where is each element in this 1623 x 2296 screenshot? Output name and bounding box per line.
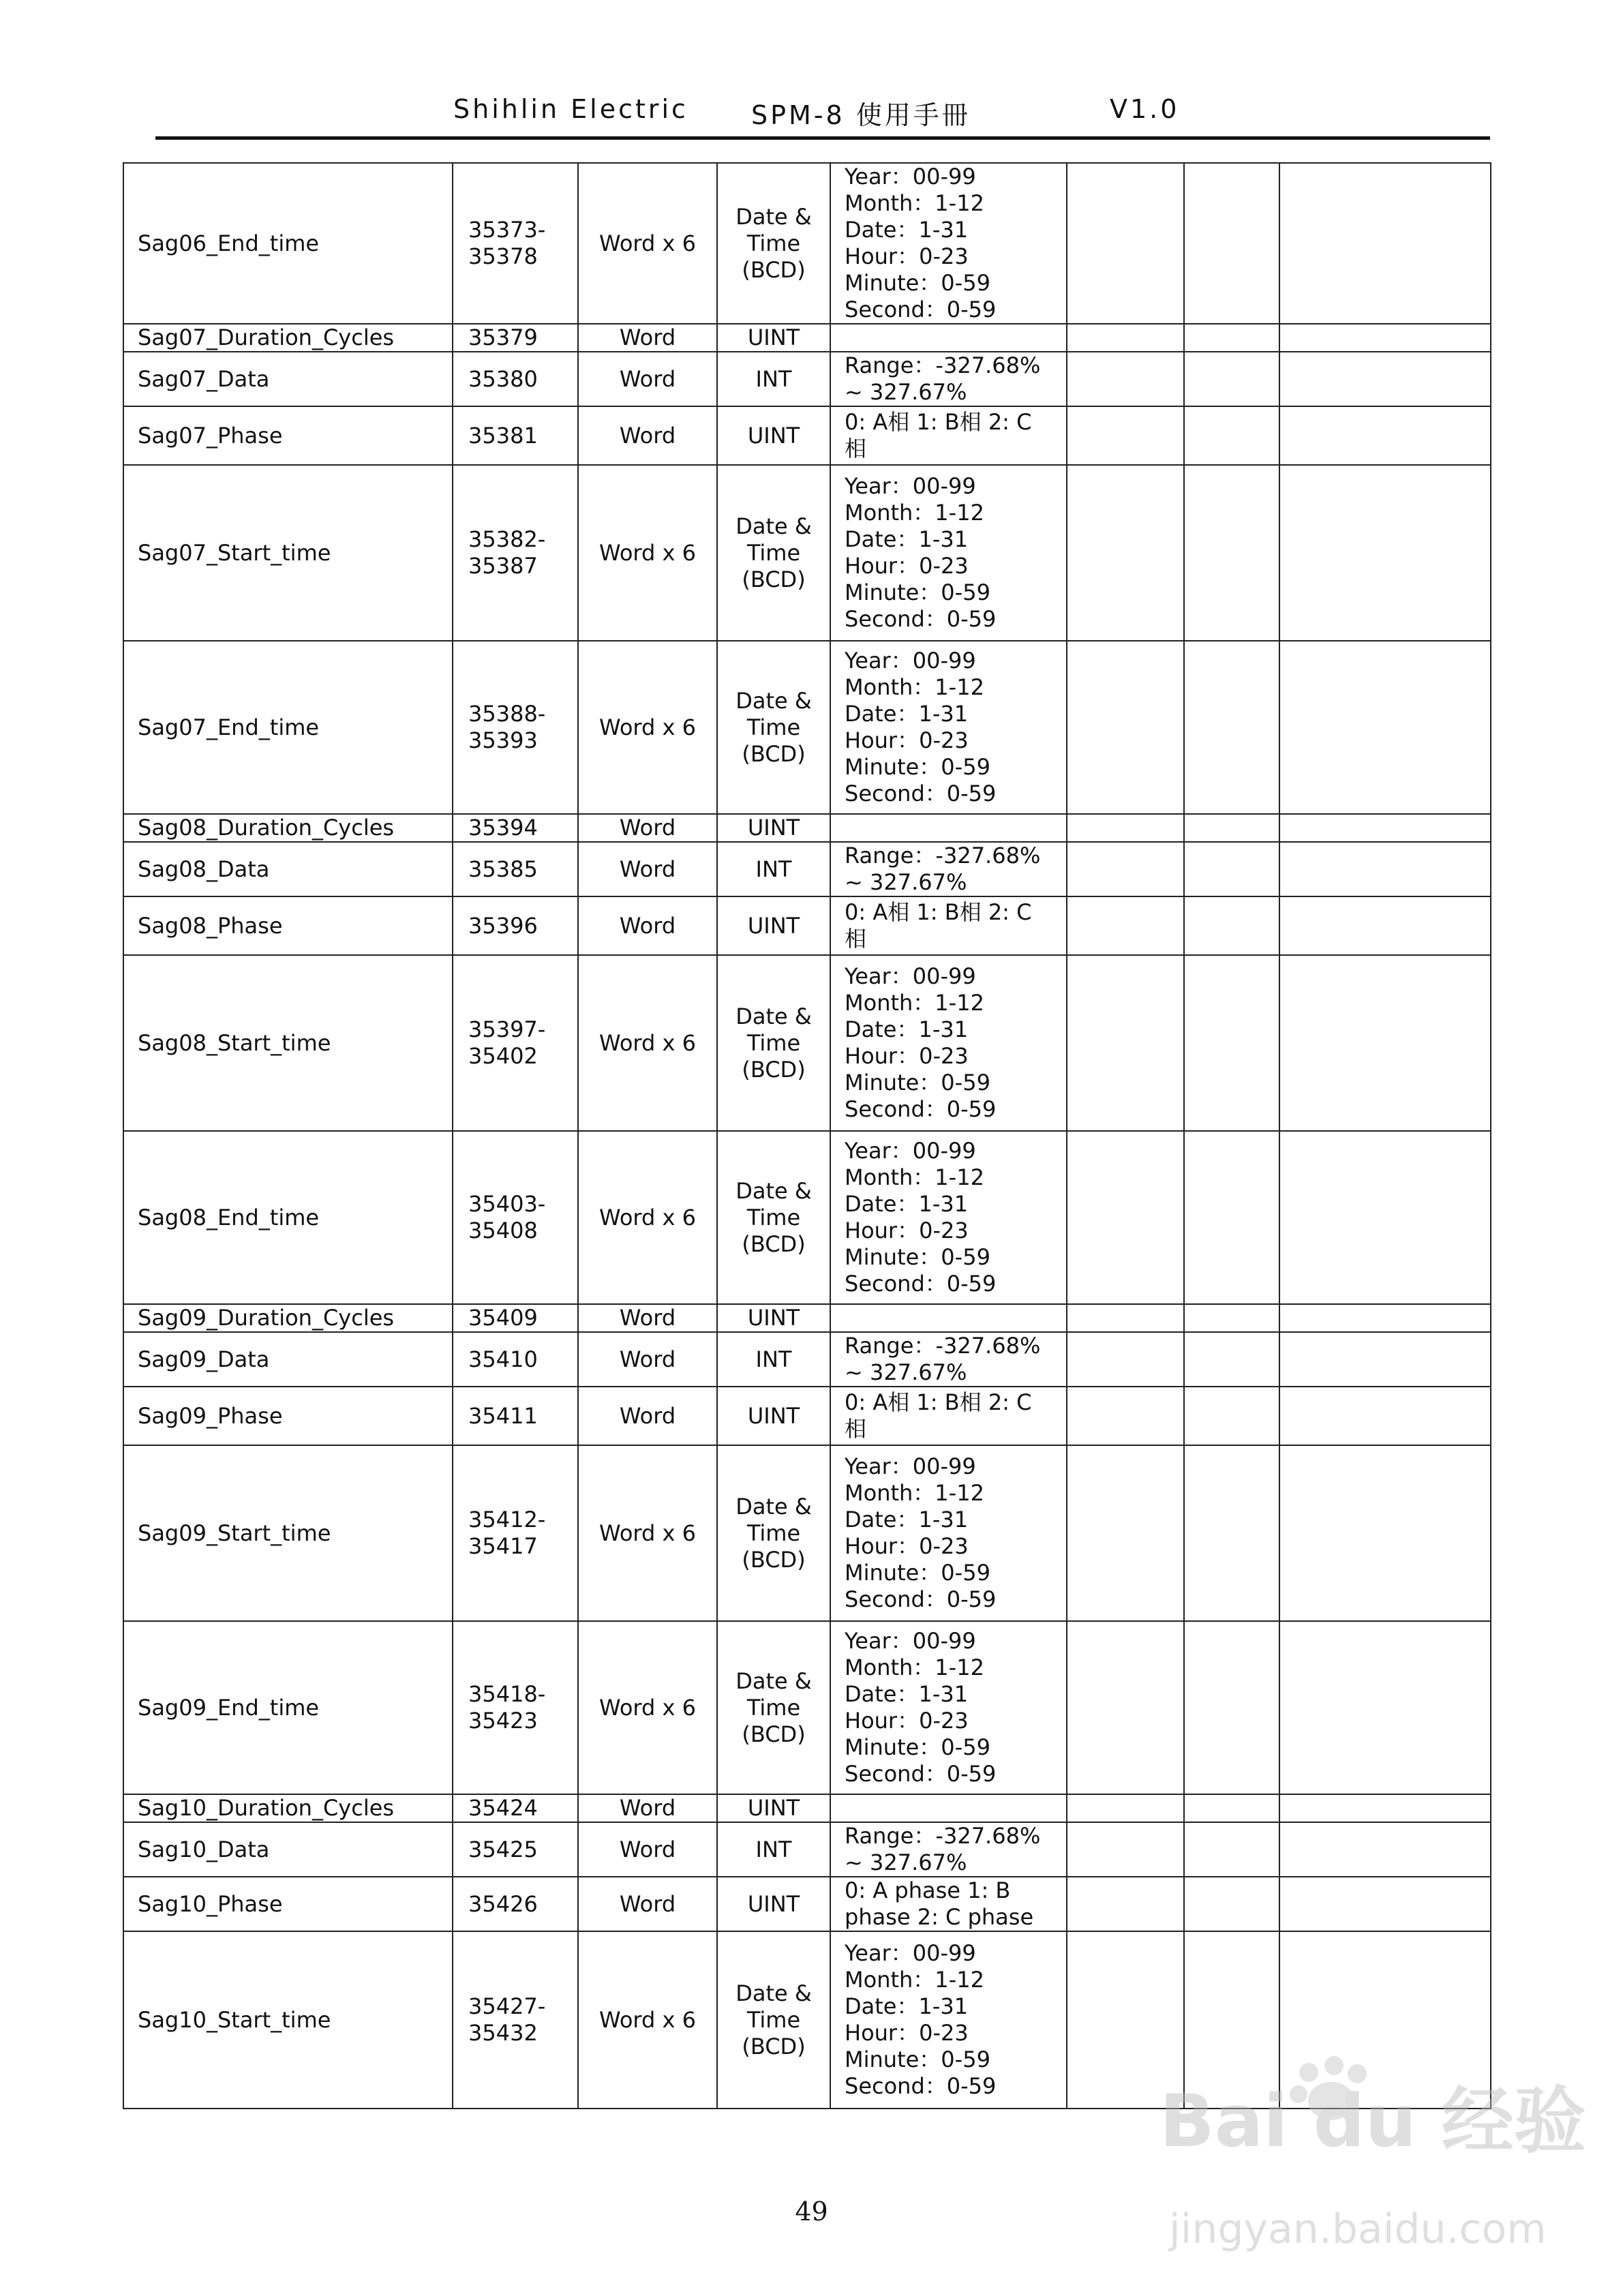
table-row [123, 814, 1491, 842]
type-cell: UINT [717, 1877, 830, 1931]
address-cell: 35396 [453, 896, 578, 955]
type-cell: Date & Time (BCD) [717, 163, 830, 324]
type-cell: UINT [717, 324, 830, 352]
register-table [123, 162, 1491, 2109]
baidu-jingyan-watermark [1155, 2059, 1586, 2256]
description-cell: Range：-327.68% ~ 327.67% [830, 1332, 1067, 1387]
empty-cell [1279, 1445, 1491, 1621]
type-cell: Date & Time (BCD) [717, 1131, 830, 1304]
empty-cell [1279, 1387, 1491, 1445]
empty-cell [1279, 1621, 1491, 1794]
empty-cell [1279, 641, 1491, 814]
header-version: V1.0 [1110, 94, 1180, 124]
type-cell: Date & Time (BCD) [717, 1621, 830, 1794]
type-cell: UINT [717, 406, 830, 465]
empty-cell [1184, 1794, 1279, 1822]
empty-cell [1184, 842, 1279, 896]
table-row [123, 1332, 1491, 1387]
description-cell: Year：00-99 Month：1-12 Date：1-31 Hour：0-23 Minute：0-59 Second：0-59 [830, 1445, 1067, 1621]
page-number: 49 [795, 2196, 828, 2226]
empty-cell [1184, 1822, 1279, 1877]
size-cell: Word [578, 1332, 717, 1387]
address-cell: 35410 [453, 1332, 578, 1387]
description-cell [830, 1794, 1067, 1822]
table-row [123, 842, 1491, 896]
size-cell: Word [578, 842, 717, 896]
watermark-brand: Bai du 经验 [1159, 2079, 1586, 2163]
type-cell: UINT [717, 1304, 830, 1332]
address-cell: 35394 [453, 814, 578, 842]
type-cell: INT [717, 842, 830, 896]
empty-cell [1067, 1445, 1184, 1621]
empty-cell [1067, 1822, 1184, 1877]
description-cell [830, 324, 1067, 352]
address-cell: 35388- 35393 [453, 641, 578, 814]
type-cell: UINT [717, 814, 830, 842]
table-row [123, 324, 1491, 352]
address-cell: 35427- 35432 [453, 1931, 578, 2109]
type-cell: INT [717, 352, 830, 406]
size-cell: Word x 6 [578, 1131, 717, 1304]
table-row [123, 896, 1491, 955]
type-cell: Date & Time (BCD) [717, 955, 830, 1131]
address-cell: 35403- 35408 [453, 1131, 578, 1304]
register-name-cell: Sag09_Data [123, 1332, 453, 1387]
address-cell: 35424 [453, 1794, 578, 1822]
empty-cell [1067, 1131, 1184, 1304]
empty-cell [1067, 465, 1184, 641]
empty-cell [1067, 814, 1184, 842]
empty-cell [1184, 955, 1279, 1131]
size-cell: Word [578, 1822, 717, 1877]
empty-cell [1184, 163, 1279, 324]
table-row [123, 1131, 1491, 1304]
description-cell: 0: A phase 1: B phase 2: C phase [830, 1877, 1067, 1931]
table-row [123, 406, 1491, 465]
table-row [123, 955, 1491, 1131]
empty-cell [1067, 406, 1184, 465]
description-cell: Year：00-99 Month：1-12 Date：1-31 Hour：0-23 Minute：0-59 Second：0-59 [830, 1621, 1067, 1794]
description-cell: Year：00-99 Month：1-12 Date：1-31 Hour：0-23 Minute：0-59 Second：0-59 [830, 1931, 1067, 2109]
description-cell: Range：-327.68% ~ 327.67% [830, 1822, 1067, 1877]
address-cell: 35411 [453, 1387, 578, 1445]
register-name-cell: Sag10_Start_time [123, 1931, 453, 2109]
empty-cell [1067, 842, 1184, 896]
register-name-cell: Sag09_Start_time [123, 1445, 453, 1621]
type-cell: UINT [717, 1794, 830, 1822]
register-name-cell: Sag10_Phase [123, 1877, 453, 1931]
empty-cell [1279, 352, 1491, 406]
empty-cell [1184, 1445, 1279, 1621]
header-product: SPM-8 使用手冊 [751, 100, 971, 130]
register-name-cell: Sag06_End_time [123, 163, 453, 324]
empty-cell [1279, 896, 1491, 955]
empty-cell [1067, 163, 1184, 324]
empty-cell [1184, 896, 1279, 955]
table-row [123, 1822, 1491, 1877]
size-cell: Word x 6 [578, 1621, 717, 1794]
size-cell: Word x 6 [578, 465, 717, 641]
empty-cell [1279, 324, 1491, 352]
register-name-cell: Sag07_End_time [123, 641, 453, 814]
empty-cell [1279, 1794, 1491, 1822]
empty-cell [1279, 1304, 1491, 1332]
empty-cell [1279, 465, 1491, 641]
description-cell: 0: A相 1: B相 2: C 相 [830, 896, 1067, 955]
table-row [123, 1387, 1491, 1445]
description-cell: 0: A相 1: B相 2: C 相 [830, 1387, 1067, 1445]
register-name-cell: Sag08_Start_time [123, 955, 453, 1131]
description-cell: Year：00-99 Month：1-12 Date：1-31 Hour：0-23 Minute：0-59 Second：0-59 [830, 1131, 1067, 1304]
empty-cell [1279, 1131, 1491, 1304]
empty-cell [1184, 1387, 1279, 1445]
empty-cell [1279, 842, 1491, 896]
address-cell: 35412- 35417 [453, 1445, 578, 1621]
empty-cell [1184, 324, 1279, 352]
empty-cell [1184, 1131, 1279, 1304]
size-cell: Word [578, 406, 717, 465]
address-cell: 35373- 35378 [453, 163, 578, 324]
empty-cell [1067, 1387, 1184, 1445]
empty-cell [1279, 1332, 1491, 1387]
description-cell [830, 1304, 1067, 1332]
size-cell: Word [578, 324, 717, 352]
register-name-cell: Sag09_End_time [123, 1621, 453, 1794]
description-cell: Range：-327.68% ~ 327.67% [830, 842, 1067, 896]
size-cell: Word [578, 1387, 717, 1445]
register-name-cell: Sag08_End_time [123, 1131, 453, 1304]
table-row [123, 1794, 1491, 1822]
register-name-cell: Sag10_Data [123, 1822, 453, 1877]
table-row [123, 163, 1491, 324]
type-cell: INT [717, 1822, 830, 1877]
empty-cell [1184, 641, 1279, 814]
header-company: Shihlin Electric [453, 94, 688, 124]
description-cell: 0: A相 1: B相 2: C 相 [830, 406, 1067, 465]
empty-cell [1279, 1877, 1491, 1931]
empty-cell [1184, 1332, 1279, 1387]
description-cell [830, 814, 1067, 842]
empty-cell [1279, 814, 1491, 842]
type-cell: Date & Time (BCD) [717, 1931, 830, 2109]
description-cell: Year：00-99 Month：1-12 Date：1-31 Hour：0-23 Minute：0-59 Second：0-59 [830, 163, 1067, 324]
size-cell: Word x 6 [578, 955, 717, 1131]
register-name-cell: Sag07_Phase [123, 406, 453, 465]
empty-cell [1184, 814, 1279, 842]
address-cell: 35380 [453, 352, 578, 406]
table-row [123, 352, 1491, 406]
register-name-cell: Sag10_Duration_Cycles [123, 1794, 453, 1822]
table-row [123, 1621, 1491, 1794]
register-name-cell: Sag08_Phase [123, 896, 453, 955]
address-cell: 35379 [453, 324, 578, 352]
empty-cell [1067, 1877, 1184, 1931]
register-name-cell: Sag08_Data [123, 842, 453, 896]
description-cell: Year：00-99 Month：1-12 Date：1-31 Hour：0-23 Minute：0-59 Second：0-59 [830, 955, 1067, 1131]
empty-cell [1279, 163, 1491, 324]
register-name-cell: Sag09_Duration_Cycles [123, 1304, 453, 1332]
empty-cell [1067, 896, 1184, 955]
address-cell: 35385 [453, 842, 578, 896]
register-name-cell: Sag07_Data [123, 352, 453, 406]
size-cell: Word [578, 1304, 717, 1332]
address-cell: 35397- 35402 [453, 955, 578, 1131]
type-cell: UINT [717, 1387, 830, 1445]
type-cell: Date & Time (BCD) [717, 641, 830, 814]
table-row [123, 465, 1491, 641]
watermark-url: jingyan.baidu.com [1169, 2205, 1547, 2253]
empty-cell [1067, 641, 1184, 814]
empty-cell [1067, 1332, 1184, 1387]
type-cell: INT [717, 1332, 830, 1387]
size-cell: Word [578, 352, 717, 406]
register-name-cell: Sag07_Start_time [123, 465, 453, 641]
register-name-cell: Sag09_Phase [123, 1387, 453, 1445]
register-name-cell: Sag07_Duration_Cycles [123, 324, 453, 352]
empty-cell [1067, 1794, 1184, 1822]
address-cell: 35418- 35423 [453, 1621, 578, 1794]
empty-cell [1184, 465, 1279, 641]
register-name-cell: Sag08_Duration_Cycles [123, 814, 453, 842]
empty-cell [1067, 1304, 1184, 1332]
table-row [123, 1445, 1491, 1621]
empty-cell [1067, 955, 1184, 1131]
type-cell: Date & Time (BCD) [717, 465, 830, 641]
size-cell: Word x 6 [578, 641, 717, 814]
empty-cell [1067, 1621, 1184, 1794]
size-cell: Word [578, 1794, 717, 1822]
address-cell: 35381 [453, 406, 578, 465]
address-cell: 35409 [453, 1304, 578, 1332]
size-cell: Word x 6 [578, 1445, 717, 1621]
empty-cell [1184, 1621, 1279, 1794]
empty-cell [1184, 352, 1279, 406]
size-cell: Word [578, 814, 717, 842]
size-cell: Word [578, 1877, 717, 1931]
address-cell: 35425 [453, 1822, 578, 1877]
empty-cell [1279, 406, 1491, 465]
empty-cell [1184, 406, 1279, 465]
empty-cell [1279, 955, 1491, 1131]
size-cell: Word x 6 [578, 163, 717, 324]
page-header [155, 91, 1490, 140]
size-cell: Word x 6 [578, 1931, 717, 2109]
address-cell: 35426 [453, 1877, 578, 1931]
empty-cell [1067, 352, 1184, 406]
type-cell: UINT [717, 896, 830, 955]
table-row [123, 1304, 1491, 1332]
description-cell: Range：-327.68% ~ 327.67% [830, 352, 1067, 406]
description-cell: Year：00-99 Month：1-12 Date：1-31 Hour：0-23 Minute：0-59 Second：0-59 [830, 641, 1067, 814]
empty-cell [1067, 324, 1184, 352]
description-cell: Year：00-99 Month：1-12 Date：1-31 Hour：0-23 Minute：0-59 Second：0-59 [830, 465, 1067, 641]
address-cell: 35382- 35387 [453, 465, 578, 641]
type-cell: Date & Time (BCD) [717, 1445, 830, 1621]
empty-cell [1184, 1877, 1279, 1931]
table-row [123, 641, 1491, 814]
empty-cell [1279, 1822, 1491, 1877]
size-cell: Word [578, 896, 717, 955]
empty-cell [1184, 1304, 1279, 1332]
table-row [123, 1877, 1491, 1931]
